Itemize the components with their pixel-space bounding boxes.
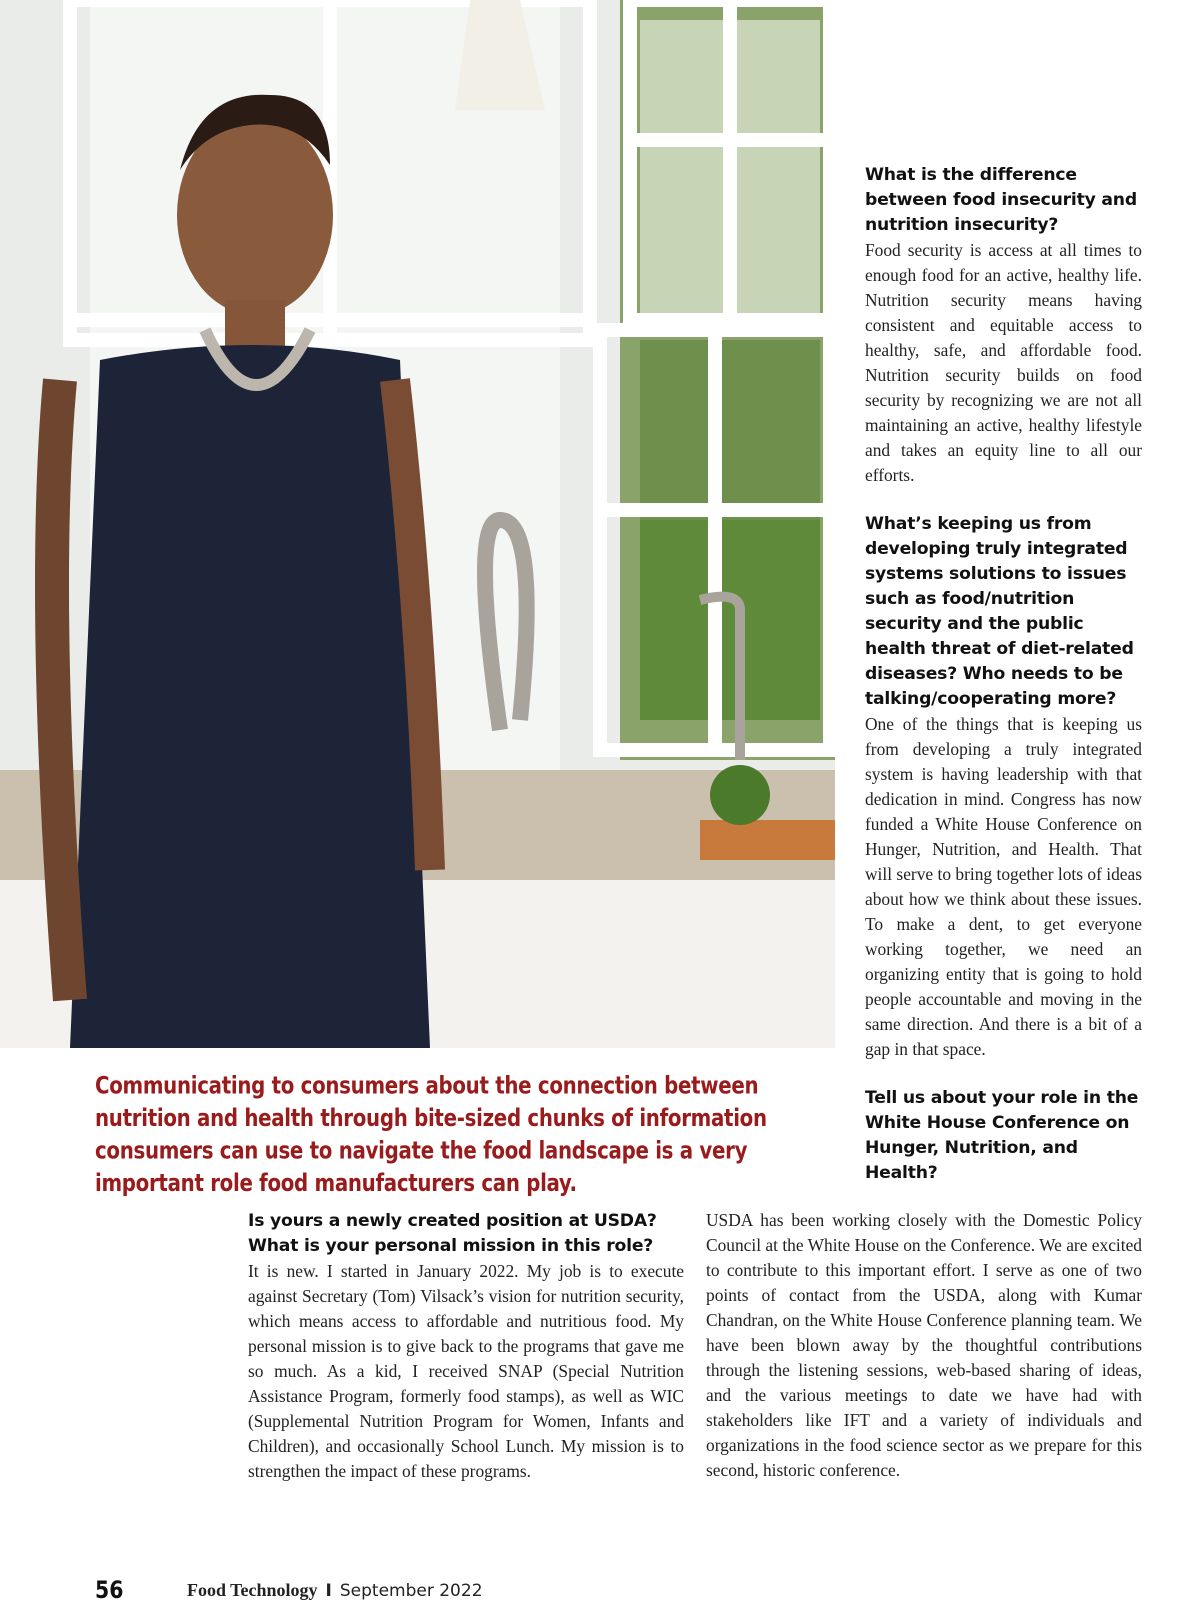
portrait-photo [0,0,835,1048]
question-heading: What’s keeping us from developing truly integrated systems solutions to issues such as food/nutrition security and the public health threat of diet-related diseases? Who needs to be talking/cooperating more? [865,514,1134,709]
answer-text: Food security is access at all times to enough food for an active, healthy life. Nutrition security means having consistent and equitable access to healthy, safe, and affordable food. Nutrition security builds on food security by recognizing we are not all maintaining an active, healthy lifestyle and takes an equity line to all our efforts. [865,240,1142,485]
answer-text: It is new. I started in January 2022. My job is to execute against Secretary (Tom) Vilsack’s vision for nutrition security, which means access to affordable and nutritious food. My personal mission is to give back to the programs that gave me so much. As a kid, I received SNAP (Special Nutrition Assistance Program, formerly food stamps), as well as WIC (Supplemental Nutrition Program for Women, Infants and Children), and occasionally School Lunch. My mission is to strengthen the impact of these programs. [248,1261,684,1481]
pull-quote: Communicating to consumers about the connection between nutrition and health through bite-sized chunks of information consumers can use to navigate the food landscape is a very important role food manufacturers can play. [95,1073,767,1198]
issue-date: September 2022 [339,1581,483,1601]
question-heading: Tell us about your role in the White House Conference on Hunger, Nutrition, and Health? [865,1088,1139,1183]
magazine-title: Food Technology [187,1580,318,1600]
answer-text: One of the things that is keeping us from developing a truly integrated system is having leadership with that dedication in mind. Congress has now funded a White House Conference on Hunger, Nutrition, and Health. That will serve to bring together lots of ideas about how we think about these issues. To make a dent, to get everyone working together, we need an organizing entity that is going to hold people accountable and moving in the same direction. And there is a bit of a gap in that space. [865,714,1142,1059]
middle-column [706,1209,1142,1483]
answer-text: USDA has been working closely with the Domestic Policy Council at the White House on the Conference. We are excited to contribute to this important effort. I serve as one of two points of contact from the USDA, along with Kumar Chandran, on the White House Conference planning team. We have been blown away by the thoughtful contributions through the listening sessions, web-based sharing of ideas, and the various meetings to date we have had with stakeholders like IFT and a variety of individuals and organizations in the food science sector as we prepare for this second, historic conference. [706,1210,1142,1480]
footer-separator: I [325,1581,332,1601]
question-heading: Is yours a newly created position at USDA? What is your personal mission in this role? [248,1211,657,1256]
right-column [865,163,1142,1186]
page-number: 56 [95,1576,124,1604]
left-column [248,1209,684,1484]
magazine-credit [187,1580,483,1601]
question-heading: What is the difference between food insecurity and nutrition insecurity? [865,165,1137,235]
photo-portrait-illustration [0,0,835,1048]
